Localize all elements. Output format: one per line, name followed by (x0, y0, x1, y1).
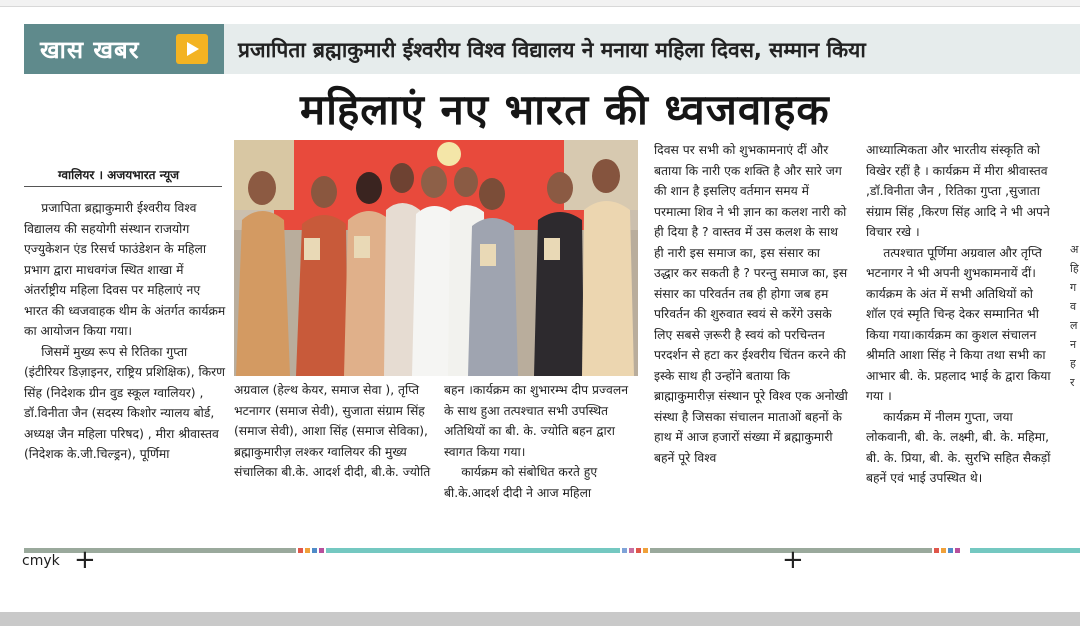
paragraph: कार्यक्रम में नीलम गुप्ता, जया लोकवानी, बी. के. लक्ष्मी, बी. के. महिमा, बी. के. प्रिया, बी. के. सुरभि सहित सैकड़ों बहनें एवं भाई उपस्थित थे। (866, 409, 1051, 485)
article-column-1 (24, 198, 226, 465)
headline: महिलाएं नए भारत की ध्वजवाहक (300, 85, 830, 134)
event-photo (234, 140, 638, 376)
article-column-5 (866, 140, 1056, 489)
bottom-rule-mid (326, 548, 620, 553)
dateline: ग्वालियर । अजयभारत न्यूज (58, 168, 180, 182)
page-bottom-bar (0, 612, 1080, 626)
paragraph: दिवस पर सभी को शुभकामनाएं दीं और बताया कि नारी एक शक्ति है और सारे जग की शान है इसलिए वर्तमान समय में परमात्मा शिव ने भी ज्ञान का कलश नारी को ही दिया है ? वास्तव में उस कलश के साथ ही नारी इस समाज का, इस संसार का उद्धार कर सकती है ? परन्तु समाज का, इस संसार का परिवर्तन तब ही होगा जब हम परिवर्तन की शुरुवात स्वयं से करेंगे उसके लिए सबसे ज़रूरी है स्वयं को परचिन्तन परदर्शन से हटा कर ईश्वरीय चिंतन करने की इस्के साथ ही उन्होंने बताया कि ब्राह्माकुमारीज़ संस्थान पूरे विश्व एक अनोखी संस्था है जिसका संचालन माताओं बहनों के हाथ में आज हजारों संख्या में ब्रह्माकुमारी बहनें पूरे विश्व (654, 143, 848, 465)
registration-dots (934, 548, 960, 553)
adjacent-article-edge: अ हि ग व ल न ह र (1070, 243, 1079, 389)
event-photo-graphic (234, 140, 638, 376)
paragraph: अग्रवाल (हेल्थ केयर, समाज सेवा ), तृप्ति भटनागर (समाज सेवी), सुजाता संग्राम सिंह (समाज सेवी), आशा सिंह (समाज सेविका), ब्रह्माकुमारीज़ लश्कर ग्वालियर की मुख्य संचालिका बी.के. आदर्श दीदी, बी.के. ज्योति (234, 383, 431, 479)
article-column-4 (654, 140, 848, 468)
page-top-strip (0, 0, 1080, 7)
section-label: खास खबर (40, 36, 140, 64)
paragraph: बहन ।कार्यक्रम का शुभारम्भ दीप प्रज्वलन के साथ हुआ तत्पश्चात सभी उपस्थित अतिथियों का बी. के. ज्योति बहन द्वारा स्वागत किया गया। (444, 383, 629, 459)
paragraph: प्रजापिता ब्रह्माकुमारी ईश्वरीय विश्व विद्यालय की सहयोगी संस्थान राजयोग एज्युकेशन एंड रिसर्च फाउंडेशन के महिला प्रभाग द्वारा माधवगंज स्थित शाखा में अंतर्राष्ट्रीय महिला दिवस पर महिलाएं नए भारत की ध्वजवाहक थीम के अंतर्गत कार्यक्रम का आयोजन किया गया। (24, 201, 226, 338)
paragraph: जिसमें मुख्य रूप से रितिका गुप्ता (इंटीरियर डिज़ाइनर, राष्ट्रिय प्रशिक्षिक), किरण सिंह (निदेशक ग्रीन वुड स्कूल ग्वालियर) , डॉ.विनीता जैन (सदस्य किशोर न्यालय बोर्ड, अध्यक्ष जैन महिला परिषद) , मीरा श्रीवास्तव (निदेशक के.जी.चिल्ड्रन), पूर्णिमा (24, 344, 226, 461)
play-icon (176, 34, 208, 64)
bottom-rule-end (970, 548, 1080, 553)
crop-mark-icon: + (782, 545, 804, 575)
article-column-3 (444, 380, 640, 503)
print-mark-label: cmyk (22, 553, 60, 569)
sub-heading: प्रजापिता ब्रह्माकुमारी ईश्वरीय विश्व विद्यालय ने मनाया महिला दिवस, सम्मान किया (238, 38, 866, 62)
registration-dots (622, 548, 648, 553)
paragraph: आध्यात्मिकता और भारतीय संस्कृति को विखेर रहीं है । कार्यक्रम में मीरा श्रीवास्तव ,डॉ.विनीता जैन , रितिका गुप्ता ,सुजाता संग्राम सिंह ,किरण सिंह आदि ने भी अपने विचार रखे । (866, 143, 1050, 239)
paragraph: कार्यक्रम को संबोधित करते हुए बी.के.आदर्श दीदी ने आज महिला (444, 465, 598, 500)
article-column-2 (234, 380, 434, 483)
print-mark (22, 553, 60, 569)
registration-dots (298, 548, 324, 553)
crop-mark-icon: + (74, 545, 96, 575)
section-tag (24, 24, 224, 74)
dateline-rule (24, 186, 222, 187)
bottom-rule-left (24, 548, 296, 553)
paragraph: तत्पश्चात पूर्णिमा अग्रवाल और तृप्ति भटनागर ने भी अपनी शुभकामनायें दीं। कार्यक्रम के अंत में सभी अतिथियों को शॉल एवं स्मृति चिन्ह देकर सम्मानित भी किया गया।कार्यक्रम का कुशल संचालन श्रीमति आशा सिंह ने किया तथा सभी का आभार बी. के. प्रहलाद भाई के द्वारा किया गया । (866, 245, 1051, 403)
